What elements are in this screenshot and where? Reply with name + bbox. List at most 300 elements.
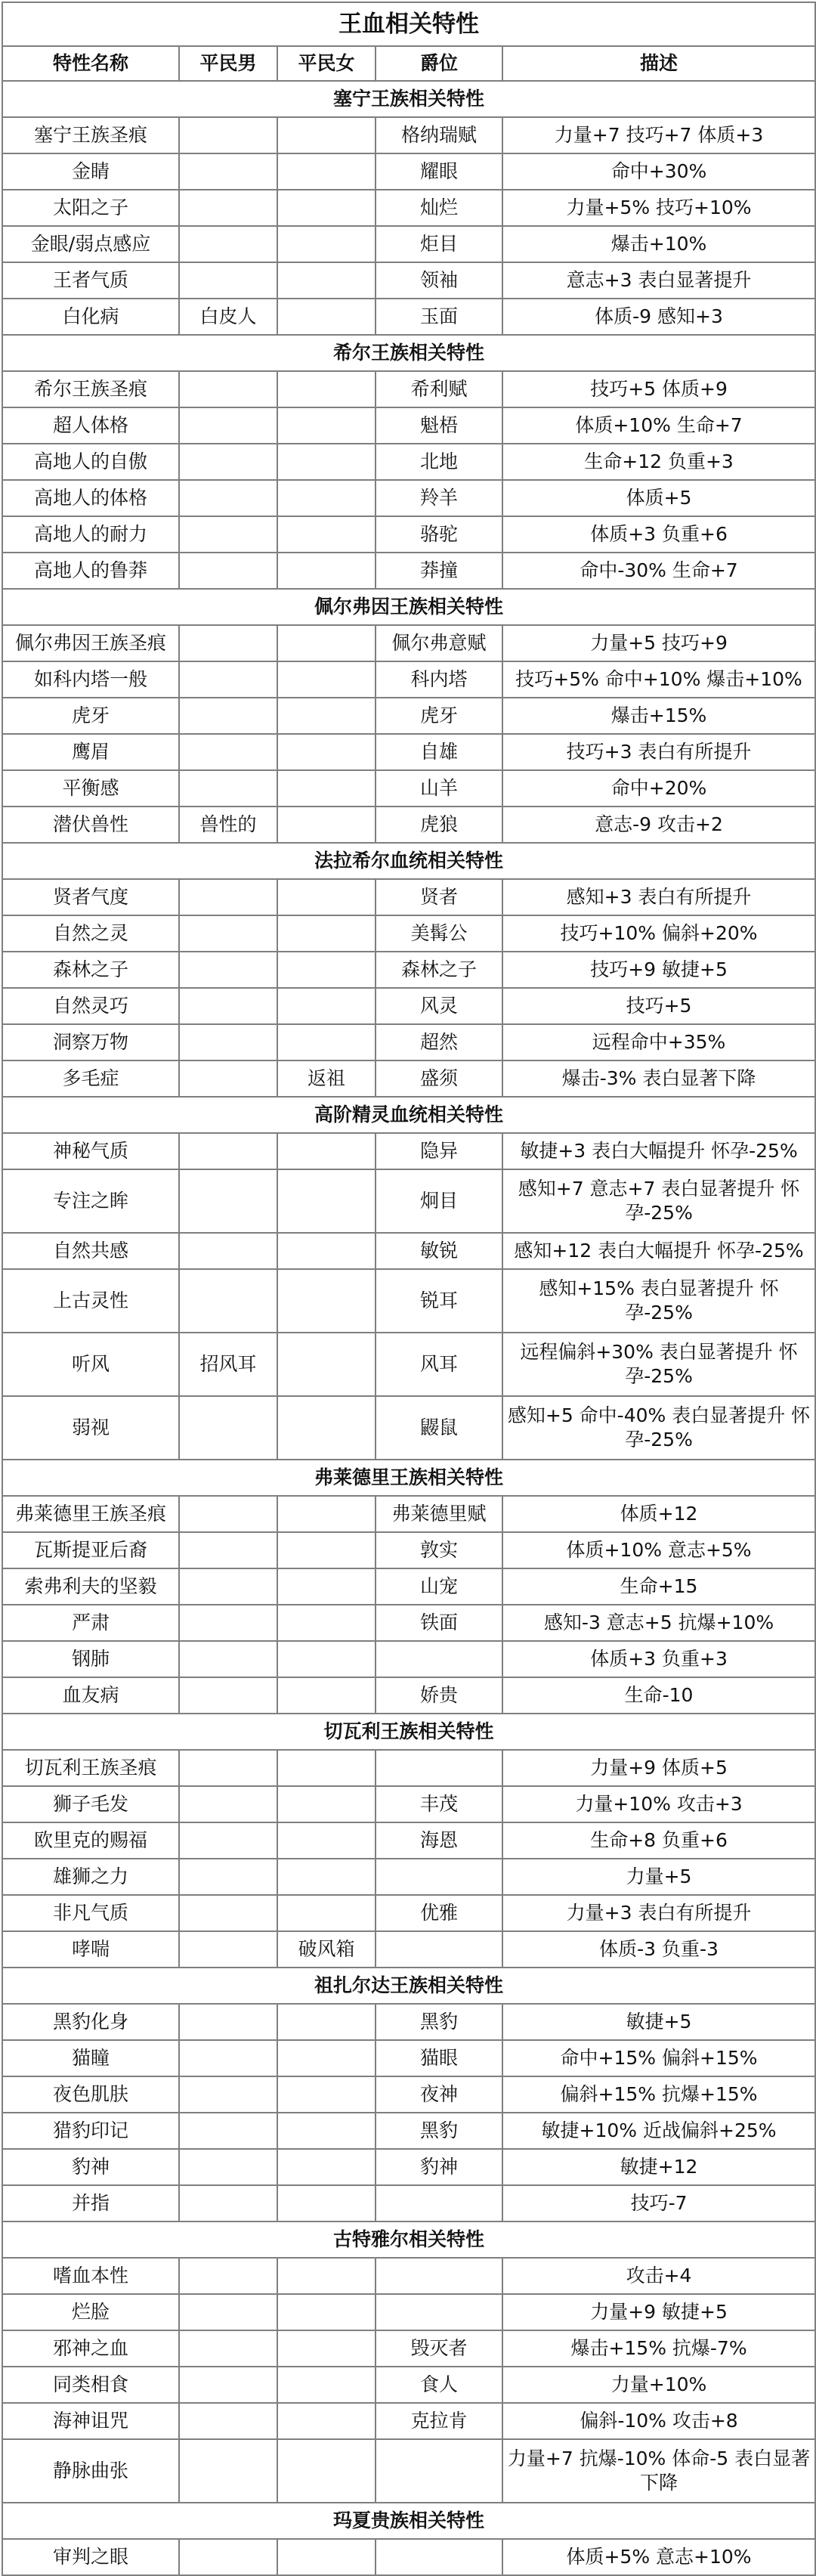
noble-title-cell: 娇贵 [376,1677,502,1714]
trait-name-cell: 烂脸 [2,2294,179,2330]
table-row [2,807,815,843]
description-cell: 技巧+5 [502,988,815,1024]
commoner-female-cell [277,1269,376,1333]
commoner-male-cell [179,2149,277,2185]
table-row [2,190,815,226]
trait-name-cell: 高地人的鲁莽 [2,553,179,589]
description-cell: 体质+3 负重+6 [502,516,815,553]
description-cell: 体质+10% 生命+7 [502,407,815,444]
commoner-female-cell [277,1822,376,1859]
commoner-female-cell: 破风箱 [277,1931,376,1968]
table-row [2,734,815,770]
commoner-male-cell [179,2439,277,2503]
title-row [2,2,815,46]
commoner-female-cell [277,2439,376,2503]
commoner-female-cell [277,734,376,770]
table-row [2,625,815,661]
table-row [2,1605,815,1641]
commoner-female-cell [277,1532,376,1568]
description-cell: 力量+5 [502,1859,815,1895]
commoner-female-cell [277,1333,376,1396]
commoner-male-cell: 招风耳 [179,1333,277,1396]
table-row [2,1750,815,1786]
description-cell: 感知+7 意志+7 表白显著提升 怀孕-25% [502,1169,815,1233]
description-cell: 生命-10 [502,1677,815,1714]
table-row [2,2539,815,2575]
section-header-row [2,589,815,625]
description-cell: 爆击+15% 抗爆-7% [502,2330,815,2367]
description-cell: 体质-3 负重-3 [502,1931,815,1968]
section-header-row [2,1097,815,1133]
commoner-male-cell [179,1060,277,1097]
trait-name-cell: 狮子毛发 [2,1786,179,1822]
commoner-female-cell [277,299,376,335]
section-title: 切瓦利王族相关特性 [2,1714,815,1750]
table-row [2,1333,815,1396]
description-cell: 感知-3 意志+5 抗爆+10% [502,1605,815,1641]
section-header-row [2,2503,815,2539]
trait-name-cell: 平衡感 [2,770,179,807]
trait-name-cell: 猫瞳 [2,2040,179,2076]
commoner-male-cell [179,661,277,698]
commoner-female-cell [277,407,376,444]
table-row [2,2113,815,2149]
trait-name-cell: 森林之子 [2,952,179,988]
trait-name-cell: 自然共感 [2,1233,179,1269]
noble-title-cell: 毁灭者 [376,2330,502,2367]
table-row [2,698,815,734]
commoner-male-cell [179,2185,277,2221]
table-row [2,2076,815,2113]
trait-name-cell: 听风 [2,1333,179,1396]
description-cell: 力量+3 表白有所提升 [502,1895,815,1931]
commoner-male-cell [179,1605,277,1641]
section-title: 祖扎尔达王族相关特性 [2,1968,815,2004]
commoner-female-cell [277,2258,376,2294]
noble-title-cell: 风灵 [376,988,502,1024]
table-row [2,153,815,190]
header-row [2,46,815,81]
commoner-female-cell [277,1496,376,1532]
section-title: 法拉希尔血统相关特性 [2,843,815,879]
noble-title-cell: 弗莱德里赋 [376,1496,502,1532]
trait-name-cell: 金眼/弱点感应 [2,226,179,262]
description-cell: 远程命中+35% [502,1024,815,1060]
trait-name-cell: 塞宁王族圣痕 [2,117,179,153]
commoner-female-cell [277,952,376,988]
commoner-female-cell [277,1605,376,1641]
trait-sheet [2,2,814,2576]
noble-title-cell: 自雄 [376,734,502,770]
section-header-row [2,335,815,371]
commoner-male-cell [179,734,277,770]
table-row [2,2439,815,2503]
trait-table [2,2,816,2576]
commoner-female-cell [277,1133,376,1169]
noble-title-cell: 黑豹 [376,2004,502,2040]
noble-title-cell: 灿烂 [376,190,502,226]
trait-name-cell: 高地人的耐力 [2,516,179,553]
description-cell: 感知+12 表白大幅提升 怀孕-25% [502,1233,815,1269]
trait-name-cell: 鹰眉 [2,734,179,770]
table-title: 王血相关特性 [2,2,815,46]
trait-name-cell: 虎牙 [2,698,179,734]
commoner-male-cell [179,2258,277,2294]
description-cell: 命中+15% 偏斜+15% [502,2040,815,2076]
commoner-male-cell [179,226,277,262]
description-cell: 体质+10% 意志+5% [502,1532,815,1568]
commoner-male-cell [179,2040,277,2076]
header-trait-name: 特性名称 [2,46,179,81]
noble-title-cell: 森林之子 [376,952,502,988]
noble-title-cell: 耀眼 [376,153,502,190]
table-row [2,1269,815,1333]
description-cell: 力量+5 技巧+9 [502,625,815,661]
description-cell: 远程偏斜+30% 表白显著提升 怀孕-25% [502,1333,815,1396]
commoner-male-cell: 白皮人 [179,299,277,335]
table-row [2,2330,815,2367]
section-title: 高阶精灵血统相关特性 [2,1097,815,1133]
noble-title-cell [376,1750,502,1786]
noble-title-cell: 科内塔 [376,661,502,698]
trait-name-cell: 王者气质 [2,262,179,299]
trait-name-cell: 邪神之血 [2,2330,179,2367]
commoner-male-cell [179,1641,277,1677]
commoner-female-cell [277,915,376,952]
noble-title-cell: 格纳瑞赋 [376,117,502,153]
trait-name-cell: 高地人的自傲 [2,444,179,480]
table-row [2,988,815,1024]
commoner-male-cell [179,2330,277,2367]
noble-title-cell: 山宠 [376,1568,502,1605]
noble-title-cell: 优雅 [376,1895,502,1931]
table-row [2,299,815,335]
commoner-male-cell [179,480,277,516]
header-description: 描述 [502,46,815,81]
commoner-male-cell [179,952,277,988]
commoner-female-cell [277,1859,376,1895]
trait-name-cell: 嗜血本性 [2,2258,179,2294]
noble-title-cell: 虎狼 [376,807,502,843]
table-row [2,1677,815,1714]
noble-title-cell: 炯目 [376,1169,502,1233]
noble-title-cell: 海恩 [376,1822,502,1859]
noble-title-cell: 丰茂 [376,1786,502,1822]
table-row [2,553,815,589]
commoner-female-cell [277,553,376,589]
commoner-male-cell [179,770,277,807]
table-row [2,371,815,407]
commoner-female-cell [277,661,376,698]
noble-title-cell: 黑豹 [376,2113,502,2149]
noble-title-cell: 北地 [376,444,502,480]
noble-title-cell [376,1641,502,1677]
description-cell: 感知+15% 表白显著提升 怀孕-25% [502,1269,815,1333]
commoner-male-cell [179,2539,277,2575]
trait-name-cell: 希尔王族圣痕 [2,371,179,407]
description-cell: 力量+9 敏捷+5 [502,2294,815,2330]
commoner-male-cell [179,879,277,915]
noble-title-cell: 炬目 [376,226,502,262]
commoner-female-cell [277,226,376,262]
commoner-female-cell [277,480,376,516]
description-cell: 爆击+15% [502,698,815,734]
commoner-female-cell [277,1024,376,1060]
description-cell: 命中+30% [502,153,815,190]
description-cell: 力量+9 体质+5 [502,1750,815,1786]
commoner-female-cell [277,262,376,299]
trait-name-cell: 专注之眸 [2,1169,179,1233]
commoner-male-cell [179,2076,277,2113]
section-header-row [2,81,815,117]
commoner-male-cell [179,371,277,407]
commoner-male-cell [179,117,277,153]
description-cell: 命中-30% 生命+7 [502,553,815,589]
noble-title-cell: 夜神 [376,2076,502,2113]
commoner-male-cell [179,1496,277,1532]
trait-name-cell: 哮喘 [2,1931,179,1968]
commoner-female-cell [277,1641,376,1677]
description-cell: 体质+5 [502,480,815,516]
noble-title-cell: 风耳 [376,1333,502,1396]
section-header-row [2,1714,815,1750]
commoner-female-cell [277,1568,376,1605]
trait-name-cell: 严肃 [2,1605,179,1641]
description-cell: 技巧+5 体质+9 [502,371,815,407]
table-row [2,1024,815,1060]
table-row [2,444,815,480]
section-title: 古特雅尔相关特性 [2,2221,815,2258]
description-cell: 意志-9 攻击+2 [502,807,815,843]
trait-name-cell: 自然之灵 [2,915,179,952]
commoner-male-cell [179,153,277,190]
commoner-male-cell [179,407,277,444]
description-cell: 生命+8 负重+6 [502,1822,815,1859]
noble-title-cell [376,2294,502,2330]
noble-title-cell: 领袖 [376,262,502,299]
section-title: 佩尔弗因王族相关特性 [2,589,815,625]
description-cell: 力量+10% [502,2367,815,2403]
header-commoner-female: 平民女 [277,46,376,81]
trait-name-cell: 夜色肌肤 [2,2076,179,2113]
commoner-male-cell [179,988,277,1024]
commoner-female-cell [277,1677,376,1714]
noble-title-cell [376,2258,502,2294]
description-cell: 力量+7 技巧+7 体质+3 [502,117,815,153]
commoner-female-cell [277,2367,376,2403]
commoner-female-cell [277,2149,376,2185]
trait-name-cell: 贤者气度 [2,879,179,915]
commoner-male-cell [179,190,277,226]
description-cell: 生命+15 [502,1568,815,1605]
table-row [2,117,815,153]
trait-name-cell: 猎豹印记 [2,2113,179,2149]
description-cell: 爆击-3% 表白显著下降 [502,1060,815,1097]
table-row [2,2258,815,2294]
trait-name-cell: 非凡气质 [2,1895,179,1931]
table-row [2,1496,815,1532]
commoner-male-cell [179,1750,277,1786]
table-row [2,2367,815,2403]
commoner-male-cell [179,2004,277,2040]
commoner-female-cell [277,2403,376,2439]
trait-name-cell: 海神诅咒 [2,2403,179,2439]
noble-title-cell: 美髯公 [376,915,502,952]
commoner-male-cell [179,1786,277,1822]
table-row [2,407,815,444]
description-cell: 命中+20% [502,770,815,807]
description-cell: 攻击+4 [502,2258,815,2294]
commoner-female-cell [277,2076,376,2113]
description-cell: 技巧+5% 命中+10% 爆击+10% [502,661,815,698]
commoner-male-cell: 兽性的 [179,807,277,843]
table-row [2,1532,815,1568]
table-row [2,1822,815,1859]
noble-title-cell: 锐耳 [376,1269,502,1333]
description-cell: 体质+12 [502,1496,815,1532]
table-row [2,1133,815,1169]
table-row [2,1895,815,1931]
commoner-male-cell [179,1133,277,1169]
table-row [2,1396,815,1460]
trait-name-cell: 钢肺 [2,1641,179,1677]
section-header-row [2,1968,815,2004]
description-cell: 体质+5% 意志+10% [502,2539,815,2575]
commoner-male-cell [179,444,277,480]
commoner-female-cell [277,190,376,226]
trait-name-cell: 弗莱德里王族圣痕 [2,1496,179,1532]
description-cell: 偏斜+15% 抗爆+15% [502,2076,815,2113]
commoner-male-cell [179,1269,277,1333]
commoner-female-cell [277,153,376,190]
description-cell: 体质-9 感知+3 [502,299,815,335]
table-row [2,1169,815,1233]
commoner-male-cell [179,1396,277,1460]
commoner-male-cell [179,625,277,661]
section-title: 玛夏贵族相关特性 [2,2503,815,2539]
noble-title-cell: 敦实 [376,1532,502,1568]
description-cell: 偏斜-10% 攻击+8 [502,2403,815,2439]
noble-title-cell [376,2539,502,2575]
trait-name-cell: 雄狮之力 [2,1859,179,1895]
commoner-female-cell [277,2185,376,2221]
noble-title-cell: 莽撞 [376,553,502,589]
noble-title-cell: 佩尔弗意赋 [376,625,502,661]
commoner-female-cell [277,879,376,915]
description-cell: 感知+3 表白有所提升 [502,879,815,915]
description-cell: 敏捷+5 [502,2004,815,2040]
trait-name-cell: 如科内塔一般 [2,661,179,698]
noble-title-cell: 克拉肯 [376,2403,502,2439]
commoner-male-cell [179,2294,277,2330]
description-cell: 力量+5% 技巧+10% [502,190,815,226]
commoner-male-cell [179,1822,277,1859]
description-cell: 力量+10% 攻击+3 [502,1786,815,1822]
description-cell: 生命+12 负重+3 [502,444,815,480]
commoner-female-cell [277,2539,376,2575]
commoner-female-cell [277,698,376,734]
trait-name-cell: 豹神 [2,2149,179,2185]
table-row [2,1233,815,1269]
trait-name-cell: 审判之眼 [2,2539,179,2575]
commoner-female-cell [277,1233,376,1269]
noble-title-cell: 虎牙 [376,698,502,734]
description-cell: 技巧+3 表白有所提升 [502,734,815,770]
trait-name-cell: 金睛 [2,153,179,190]
table-row [2,1859,815,1895]
commoner-female-cell [277,2294,376,2330]
table-row [2,1060,815,1097]
table-row [2,1568,815,1605]
trait-name-cell: 静脉曲张 [2,2439,179,2503]
trait-name-cell: 欧里克的赐福 [2,1822,179,1859]
commoner-male-cell [179,1859,277,1895]
section-title: 弗莱德里王族相关特性 [2,1460,815,1496]
noble-title-cell: 食人 [376,2367,502,2403]
commoner-male-cell [179,1568,277,1605]
noble-title-cell [376,1931,502,1968]
section-title: 希尔王族相关特性 [2,335,815,371]
table-row [2,1786,815,1822]
noble-title-cell: 超然 [376,1024,502,1060]
noble-title-cell: 骆驼 [376,516,502,553]
commoner-female-cell [277,1786,376,1822]
trait-name-cell: 神秘气质 [2,1133,179,1169]
table-row [2,2040,815,2076]
table-row [2,516,815,553]
commoner-female-cell [277,1396,376,1460]
table-row [2,661,815,698]
commoner-male-cell [179,1895,277,1931]
commoner-female-cell [277,2330,376,2367]
commoner-male-cell [179,1677,277,1714]
noble-title-cell: 山羊 [376,770,502,807]
commoner-male-cell [179,516,277,553]
noble-title-cell: 盛须 [376,1060,502,1097]
noble-title-cell [376,2185,502,2221]
trait-name-cell: 白化病 [2,299,179,335]
commoner-female-cell [277,807,376,843]
noble-title-cell: 玉面 [376,299,502,335]
noble-title-cell: 猫眼 [376,2040,502,2076]
section-header-row [2,2221,815,2258]
noble-title-cell: 铁面 [376,1605,502,1641]
commoner-female-cell [277,1750,376,1786]
noble-title-cell [376,1859,502,1895]
trait-name-cell: 高地人的体格 [2,480,179,516]
trait-name-cell: 黑豹化身 [2,2004,179,2040]
description-cell: 力量+7 抗爆-10% 体命-5 表白显著下降 [502,2439,815,2503]
table-row [2,262,815,299]
commoner-female-cell [277,371,376,407]
commoner-female-cell [277,2113,376,2149]
description-cell: 感知+5 命中-40% 表白显著提升 怀孕-25% [502,1396,815,1460]
table-row [2,2004,815,2040]
table-row [2,2149,815,2185]
section-header-row [2,1460,815,1496]
commoner-male-cell [179,2113,277,2149]
trait-name-cell: 多毛症 [2,1060,179,1097]
section-title: 塞宁王族相关特性 [2,81,815,117]
trait-name-cell: 洞察万物 [2,1024,179,1060]
description-cell: 敏捷+10% 近战偏斜+25% [502,2113,815,2149]
commoner-female-cell [277,117,376,153]
section-header-row [2,843,815,879]
noble-title-cell: 鼹鼠 [376,1396,502,1460]
header-commoner-male: 平民男 [179,46,277,81]
commoner-female-cell [277,625,376,661]
commoner-male-cell [179,262,277,299]
